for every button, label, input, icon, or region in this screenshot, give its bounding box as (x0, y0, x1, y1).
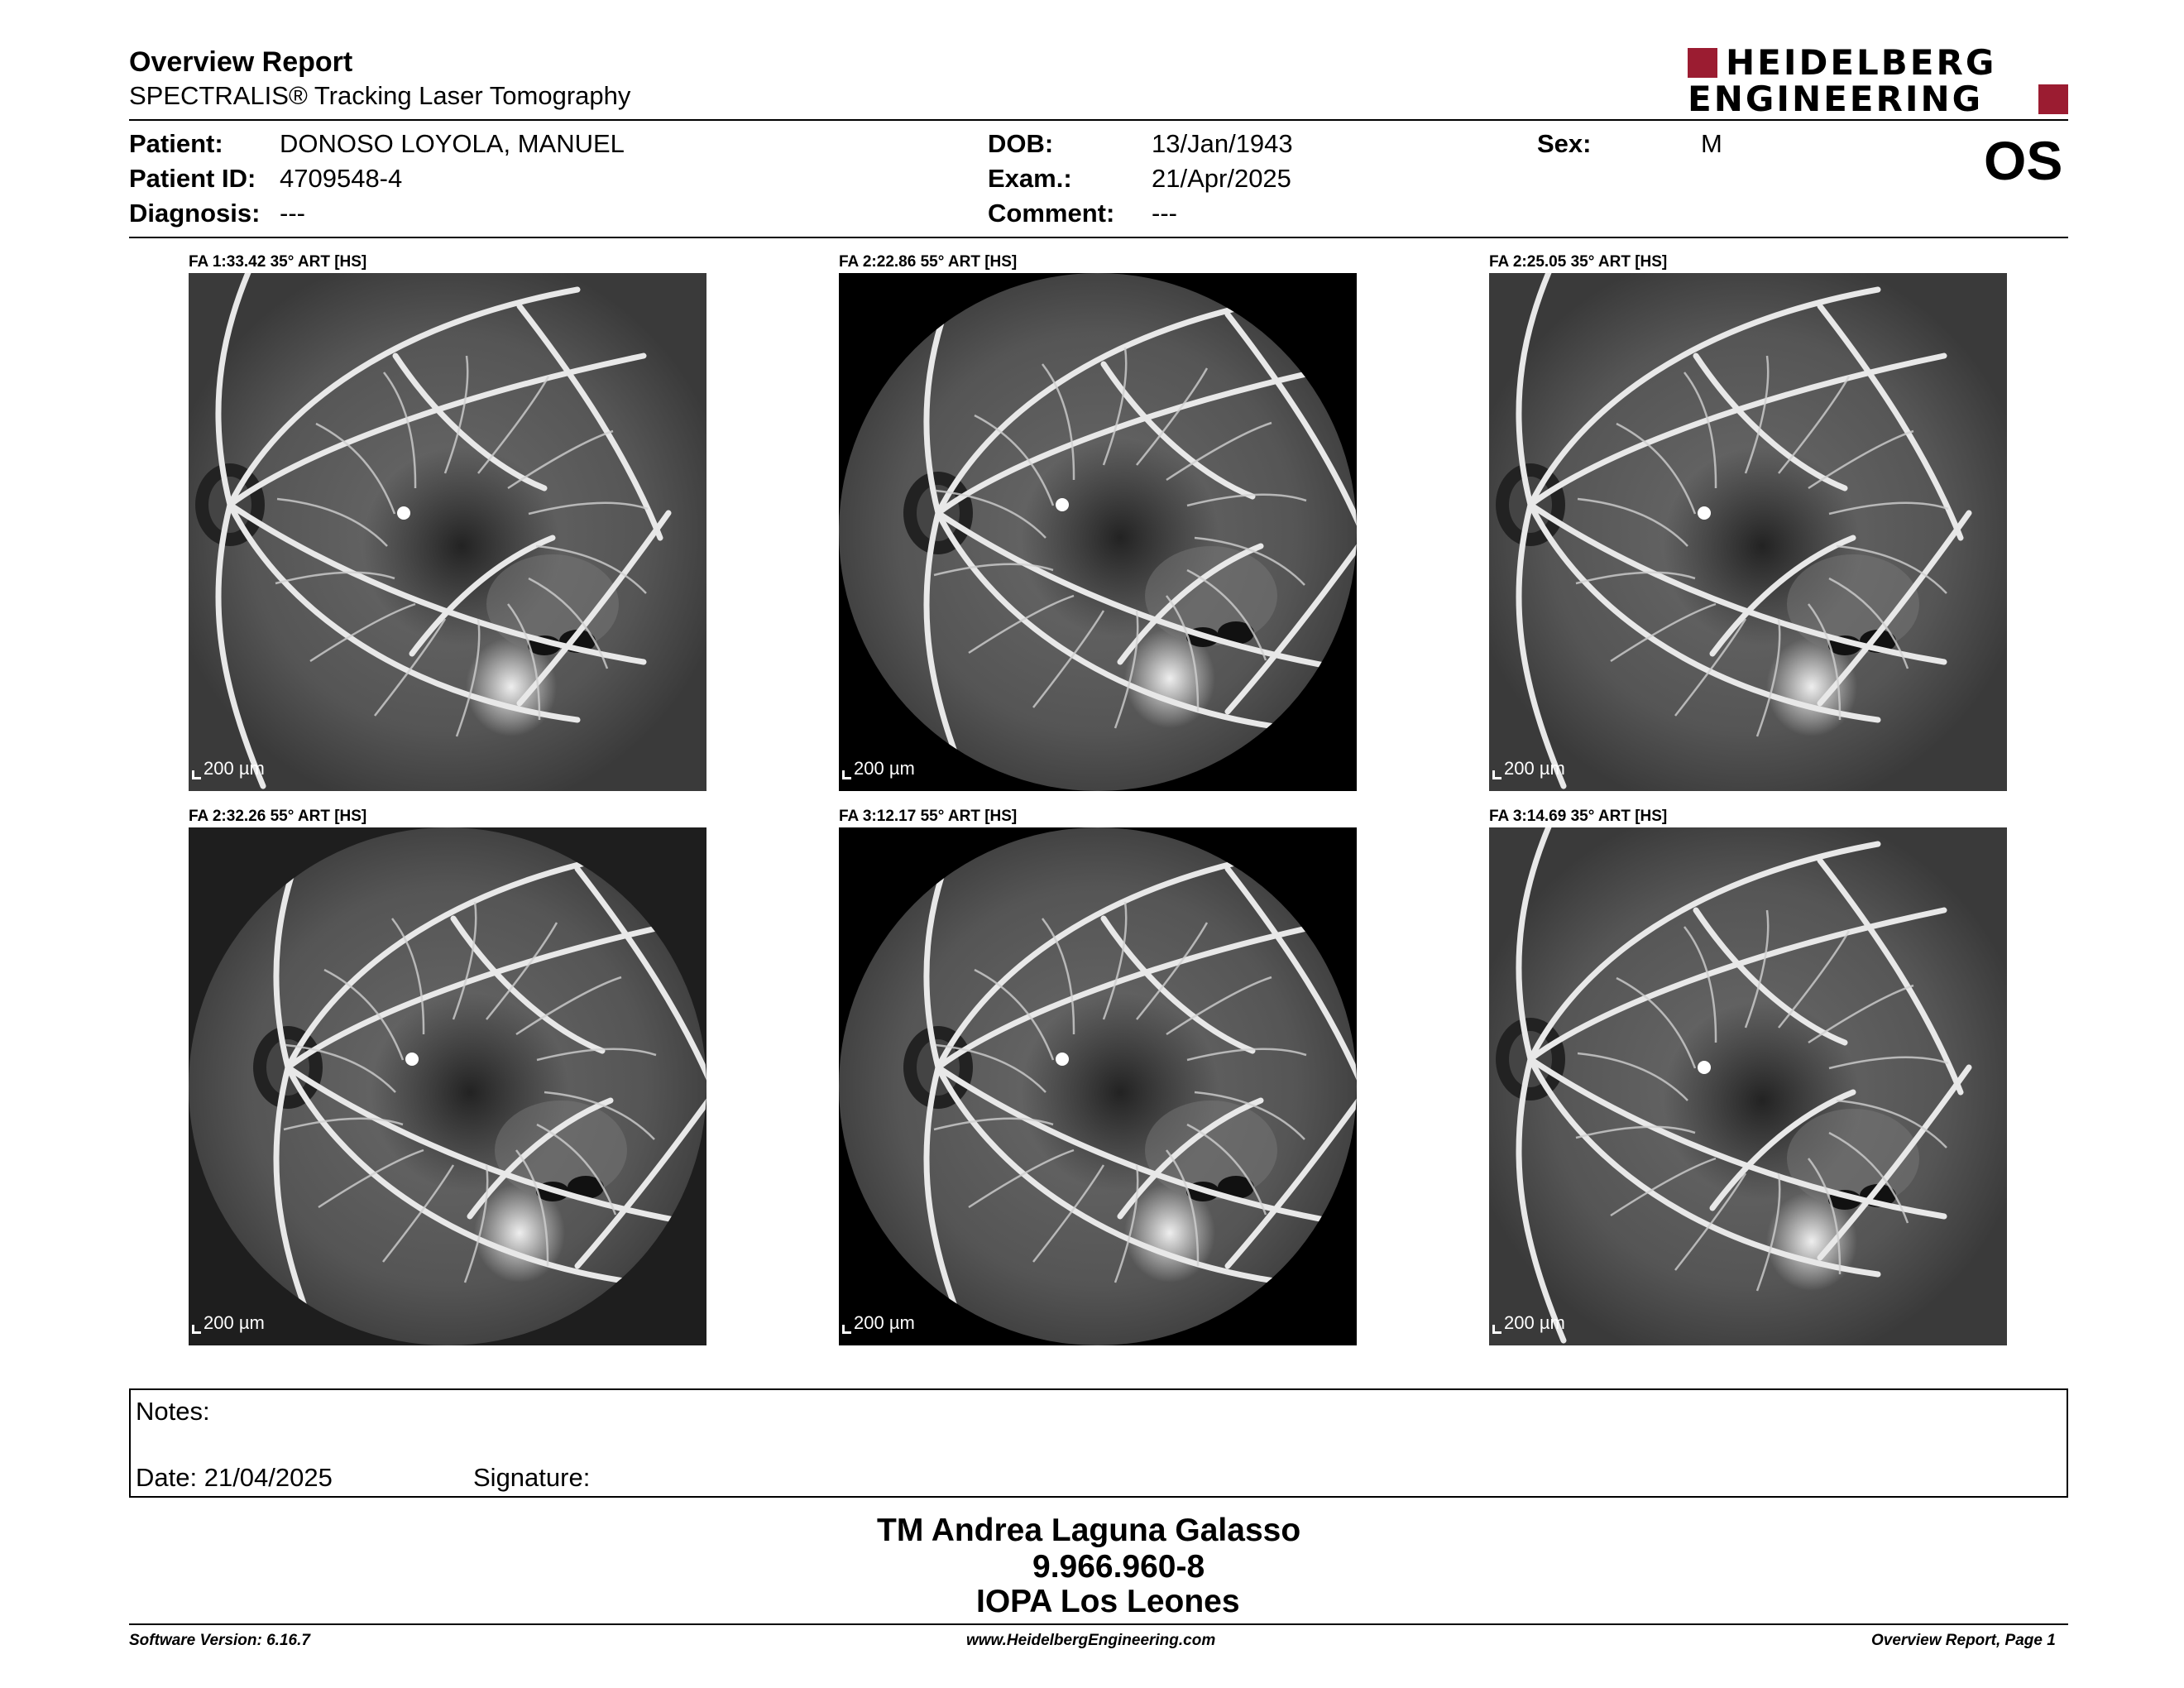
scale-bar (1492, 770, 1502, 779)
website-link: www.HeidelbergEngineering.com (966, 1632, 1216, 1649)
notes-label: Notes: (136, 1397, 210, 1426)
dob-label: DOB: (988, 129, 1054, 158)
fundus-image (1489, 273, 2007, 791)
footer-rule (129, 1623, 2068, 1625)
patient-id-label: Patient ID: (129, 164, 256, 193)
image-label: FA 2:25.05 35° ART [HS] (1489, 253, 1668, 271)
scale-bar (842, 770, 851, 779)
scale-bar (1492, 1325, 1502, 1334)
comment-label: Comment: (988, 199, 1115, 228)
eye-indicator: OS (1984, 130, 2063, 191)
scale-label: 200 µm (1504, 1312, 1565, 1333)
stamp-name: TM Andrea Laguna Galasso (877, 1513, 1301, 1548)
report-title: Overview Report (129, 46, 353, 78)
header-rule (129, 119, 2068, 121)
scale-bar (192, 1325, 201, 1334)
scale-bar (842, 1325, 851, 1334)
image-label: FA 3:14.69 35° ART [HS] (1489, 808, 1668, 825)
signature-label: Signature: (473, 1463, 591, 1492)
report-subtitle: SPECTRALIS® Tracking Laser Tomography (129, 81, 631, 110)
scale-label: 200 µm (1504, 758, 1565, 779)
page-indicator: Overview Report, Page 1 (1871, 1632, 2056, 1649)
comment-value: --- (1152, 199, 1177, 228)
patient-name: DONOSO LOYOLA, MANUEL (280, 129, 625, 158)
exam-value: 21/Apr/2025 (1152, 164, 1291, 193)
fundus-image (189, 273, 706, 791)
dob-value: 13/Jan/1943 (1152, 129, 1293, 158)
logo-line-2: ENGINEERING (1688, 79, 1984, 119)
stamp-id: 9.966.960-8 (1032, 1549, 1205, 1585)
fundus-image (189, 827, 706, 1345)
scale-bar (192, 770, 201, 779)
sex-label: Sex: (1537, 129, 1592, 158)
scale-label: 200 µm (854, 758, 915, 779)
software-version: Software Version: 6.16.7 (129, 1632, 310, 1649)
fundus-image (1489, 827, 2007, 1345)
logo-square-bottom (2038, 84, 2068, 114)
heidelberg-logo (1688, 42, 2068, 119)
fundus-image (839, 827, 1357, 1345)
stamp-institution: IOPA Los Leones (976, 1584, 1240, 1619)
logo-line-1: HEIDELBERG (1726, 42, 1997, 83)
scale-label: 200 µm (204, 758, 265, 779)
diagnosis-label: Diagnosis: (129, 199, 261, 228)
fundus-image (839, 273, 1357, 791)
image-label: FA 2:32.26 55° ART [HS] (189, 808, 367, 825)
image-label: FA 1:33.42 35° ART [HS] (189, 253, 367, 271)
patient-id: 4709548-4 (280, 164, 403, 193)
scale-label: 200 µm (204, 1312, 265, 1333)
diagnosis-value: --- (280, 199, 305, 228)
exam-label: Exam.: (988, 164, 1072, 193)
image-label: FA 2:22.86 55° ART [HS] (839, 253, 1018, 271)
date-label: Date: 21/04/2025 (136, 1463, 333, 1492)
notes-box (129, 1388, 2068, 1498)
scale-label: 200 µm (854, 1312, 915, 1333)
image-label: FA 3:12.17 55° ART [HS] (839, 808, 1018, 825)
patient-label: Patient: (129, 129, 223, 158)
sex-value: M (1701, 129, 1722, 158)
logo-square-top (1688, 48, 1717, 78)
patient-rule (129, 237, 2068, 238)
